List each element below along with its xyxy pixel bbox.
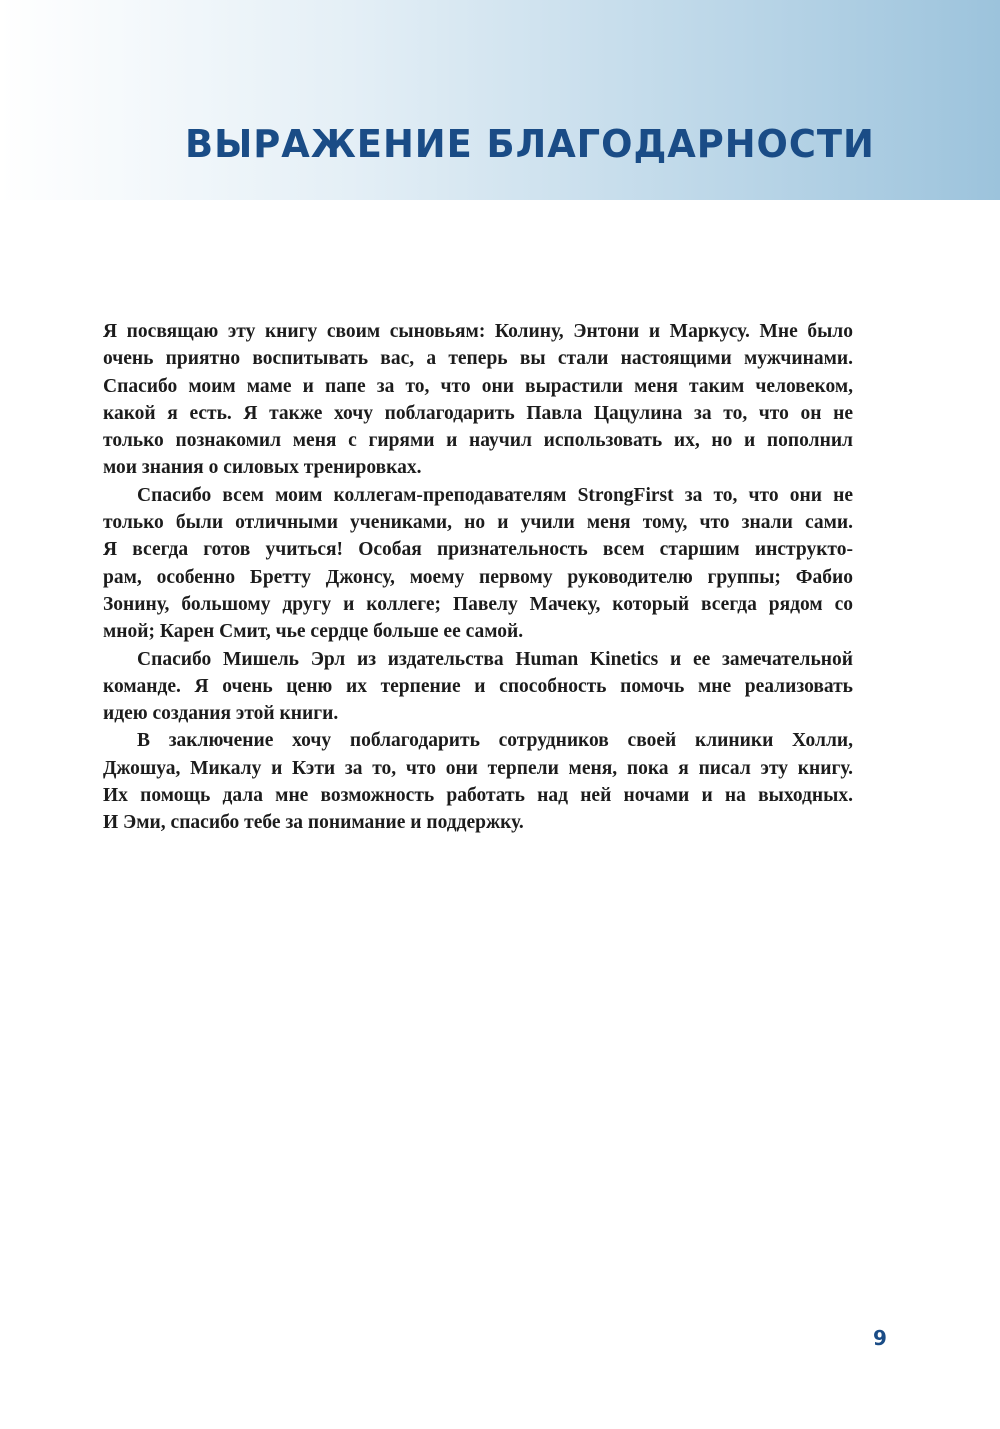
text-line: мои знания о силовых тренировках. — [103, 457, 422, 479]
text-line: только познакомил меня с гирями и научил использовать их, но и пополнил — [103, 430, 853, 452]
page-title: ВЫРАЖЕНИЕ БЛАГОДАРНОСТИ — [185, 122, 875, 166]
text-line: Зонину, большому другу и коллеге; Павелу Мачеку, который всегда рядом со — [103, 593, 853, 615]
paragraph-3 — [103, 646, 853, 728]
paragraph-4 — [103, 727, 853, 836]
body-text — [103, 318, 853, 837]
text-line: Их помощь дала мне возможность работать над ней ночами и на выходных. — [103, 785, 853, 807]
text-line: В заключение хочу поблагодарить сотрудников своей клиники Холли, — [137, 730, 853, 752]
text-line: И Эми, спасибо тебе за понимание и поддержку. — [103, 812, 524, 834]
text-line: Я посвящаю эту книгу своим сыновьям: Колину, Энтони и Маркусу. Мне было — [103, 321, 853, 342]
text-line: какой я есть. Я также хочу поблагодарить Павла Цацулина за то, что он не — [103, 402, 853, 424]
text-line: Джошуа, Микалу и Кэти за то, что они терпели меня, пока я писал эту книгу. — [103, 757, 853, 779]
header-banner — [0, 0, 1000, 200]
paragraph-2 — [103, 482, 853, 646]
text-line: мной; Карен Смит, чье сердце больше ее самой. — [103, 621, 524, 643]
text-line: Спасибо всем моим коллегам-преподавателям StrongFirst за то, что они не — [137, 484, 853, 506]
text-line: Спасибо моим маме и папе за то, что они вырастили меня таким человеком, — [103, 375, 853, 397]
text-line: идею создания этой книги. — [103, 703, 339, 725]
paragraph-1 — [103, 318, 853, 482]
page-number: 9 — [873, 1326, 887, 1350]
text-line: очень приятно воспитывать вас, а теперь вы стали настоящими мужчинами. — [103, 348, 853, 370]
text-line: Я всегда готов учиться! Особая признательность всем старшим инструкто- — [103, 539, 853, 561]
text-line: команде. Я очень ценю их терпение и способность помочь мне реализовать — [103, 675, 853, 697]
text-line: Спасибо Мишель Эрл из издательства Human Kinetics и ее замечательной — [137, 648, 853, 670]
text-line: рам, особенно Бретту Джонсу, моему первому руководителю группы; Фабио — [103, 566, 853, 588]
text-line: только были отличными учениками, но и учили меня тому, что знали сами. — [103, 512, 853, 534]
